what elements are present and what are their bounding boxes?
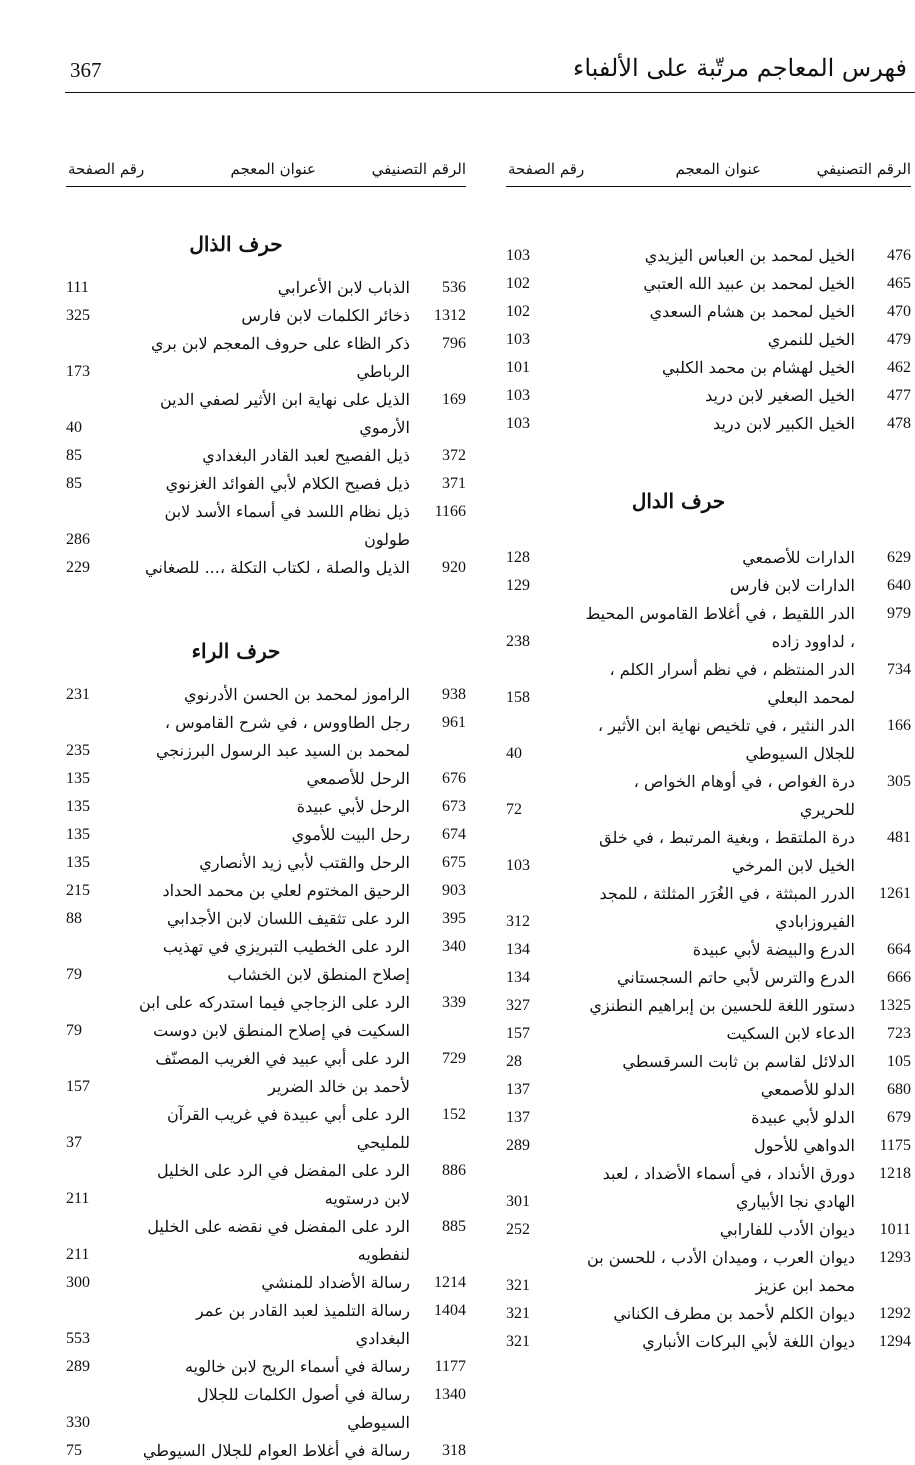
index-entry [66,793,466,821]
entry-page-number: 289 [66,1358,90,1375]
entry-title: الرحل والقتب لأبي زيد الأنصاري [199,853,410,872]
index-entry [506,1048,911,1076]
entry-title: الخيل الصغير لابن دريد [705,386,855,405]
entry-class-number: 476 [887,247,911,264]
entry-class-number: 1218 [879,1165,911,1182]
entry-page-number: 211 [66,1246,90,1263]
index-entry [66,498,466,554]
entry-class-number: 479 [887,331,911,348]
entry-page-number: 103 [506,415,530,432]
entry-title: الرد على المفضل في نقضه على الخليل لنفطويه [147,1217,410,1264]
entry-class-number: 674 [442,826,466,843]
entry-title: الدلو لأبي عبيدة [751,1108,855,1127]
index-entry [66,1269,466,1297]
entry-page-number: 128 [506,549,530,566]
header-rule [65,92,915,93]
index-entry [66,1045,466,1101]
entry-page-number: 229 [66,559,90,576]
entry-title: الدر النثير ، في تلخيص نهاية ابن الأثير ، للجلال السيوطي [597,716,855,763]
index-entry [66,1437,466,1465]
entry-class-number: 1175 [879,1137,911,1154]
index-entry [66,470,466,498]
right-main-entries [506,544,911,1356]
entry-page-number: 235 [66,742,90,759]
index-entry [66,274,466,302]
entry-class-number: 318 [442,1442,466,1459]
title-heading: عنوان المعجم [230,160,316,178]
entry-title: دستور اللغة للحسين بن إبراهيم النطنزي [589,996,855,1015]
entry-class-number: 979 [887,605,911,622]
entry-page-number: 252 [506,1221,530,1238]
entry-title: الدر المنتظم ، في نظم أسرار الكلم ، لمحمد البعلي [609,660,855,707]
entry-page-number: 238 [506,633,530,650]
entry-class-number: 536 [442,279,466,296]
entry-title: درة الملتقط ، وبغية المرتبط ، في خلق الخيل لابن المرخي [599,828,855,875]
entry-page-number: 135 [66,770,90,787]
index-entry [66,1157,466,1213]
left-section2-entries [66,681,466,1465]
entry-title: دورق الأنداد ، في أسماء الأضداد ، لعبد الهادي نجا الأبياري [602,1164,855,1211]
entry-title: الرد على تثقيف اللسان لابن الأجدابي [166,909,410,928]
entry-class-number: 1293 [879,1249,911,1266]
entry-page-number: 37 [66,1134,82,1151]
entry-class-number: 666 [887,969,911,986]
index-entry [506,1132,911,1160]
entry-title: الدلو للأصمعي [760,1080,855,1099]
index-entry [66,386,466,442]
entry-class-number: 886 [442,1162,466,1179]
entry-page-number: 211 [66,1190,90,1207]
entry-title: رحل البيت للأموي [291,825,410,844]
entry-page-number: 40 [66,419,82,436]
entry-class-number: 629 [887,549,911,566]
index-entry [506,544,911,572]
entry-class-number: 734 [887,661,911,678]
class-number-heading: الرقم التصنيفي [371,160,466,178]
entry-class-number: 1404 [434,1302,466,1319]
entry-title: الرد على أبي عبيد في الغريب المصنّف لأحمد بن خالد الضرير [155,1049,410,1096]
entry-title: ذخائر الكلمات لابن فارس [241,306,410,325]
entry-class-number: 938 [442,686,466,703]
index-entry [66,1101,466,1157]
entry-page-number: 312 [506,913,530,930]
entry-class-number: 1011 [879,1221,911,1238]
entry-title: الدر اللقيط ، في أغلاط القاموس المحيط ، لداوود زاده [585,604,855,651]
entry-page-number: 321 [506,1333,530,1350]
entry-class-number: 1177 [434,1358,466,1375]
entry-title: رسالة في أصول الكلمات للجلال السيوطي [196,1385,410,1432]
section-title-dal: حرف الدال [631,489,726,513]
index-entry [66,1213,466,1269]
entry-page-number: 88 [66,910,82,927]
entry-page-number: 103 [506,387,530,404]
entry-class-number: 796 [442,335,466,352]
entry-page-number: 134 [506,941,530,958]
index-entry [506,410,911,438]
entry-title: رسالة الأضداد للمنشي [261,1273,410,1292]
entry-class-number: 1292 [879,1305,911,1322]
entry-class-number: 723 [887,1025,911,1042]
entry-class-number: 166 [887,717,911,734]
index-entry [66,709,466,765]
index-entry [506,992,911,1020]
entry-title: الخيل الكبير لابن دريد [713,414,855,433]
entry-page-number: 101 [506,359,530,376]
index-entry [506,656,911,712]
page-number-heading: رقم الصفحة [508,160,585,178]
entry-title: الدلائل لقاسم بن ثابت السرقسطي [622,1052,855,1071]
entry-title: الخيل للنمري [767,330,855,349]
entry-class-number: 640 [887,577,911,594]
entry-title: ديوان العرب ، وميدان الأدب ، للحسن بن محمد ابن عزيز [587,1248,855,1295]
entry-page-number: 134 [506,969,530,986]
left-column [66,156,466,1465]
entry-class-number: 676 [442,770,466,787]
index-entry [506,298,911,326]
entry-class-number: 105 [887,1053,911,1070]
entry-page-number: 137 [506,1081,530,1098]
entry-page-number: 157 [506,1025,530,1042]
entry-page-number: 85 [66,475,82,492]
title-heading: عنوان المعجم [675,160,761,178]
right-column-header [506,156,911,187]
entry-page-number: 289 [506,1137,530,1154]
entry-class-number: 1214 [434,1274,466,1291]
entry-page-number: 286 [66,531,90,548]
entry-page-number: 321 [506,1305,530,1322]
index-entry [66,302,466,330]
entry-page-number: 330 [66,1414,90,1431]
index-entry [66,765,466,793]
entry-page-number: 231 [66,686,90,703]
entry-class-number: 481 [887,829,911,846]
entry-page-number: 102 [506,303,530,320]
entry-title: ذكر الظاء على حروف المعجم لابن بري الرباطي [151,334,410,381]
entry-class-number: 305 [887,773,911,790]
entry-page-number: 321 [506,1277,530,1294]
entry-class-number: 679 [887,1109,911,1126]
index-entry [506,936,911,964]
entry-title: الخيل لمحمد بن العباس اليزيدي [644,246,855,265]
entry-class-number: 339 [442,994,466,1011]
index-entry [66,933,466,989]
entry-page-number: 72 [506,801,522,818]
right-top-entries [506,242,911,438]
entry-page-number: 215 [66,882,90,899]
entry-class-number: 903 [442,882,466,899]
index-entry [506,1076,911,1104]
index-entry [506,880,911,936]
section-title-dhal: حرف الذال [189,232,283,256]
entry-page-number: 111 [66,279,89,296]
entry-title: الدرع والبيضة لأبي عبيدة [692,940,855,959]
page-title: فهرس المعاجم مرتّبة على الألفباء [573,54,907,82]
entry-title: الخيل لمحمد بن هشام السعدي [649,302,855,321]
entry-title: الرد على الزجاجي فيما استدركه على ابن السكيت في إصلاح المنطق لابن دوست [139,993,410,1040]
index-entry [506,382,911,410]
index-entry [506,964,911,992]
entry-title: ذيل فصيح الكلام لأبي الفوائد الغزنوي [165,474,410,493]
entry-class-number: 961 [442,714,466,731]
entry-class-number: 465 [887,275,911,292]
entry-page-number: 103 [506,247,530,264]
entry-title: درة الغواص ، في أوهام الخواص ، للحريري [633,772,855,819]
entry-title: الخيل لمحمد بن عبيد الله العتبي [643,274,855,293]
entry-title: الرحل لأبي عبيدة [296,797,410,816]
entry-page-number: 301 [506,1193,530,1210]
index-entry [506,824,911,880]
entry-page-number: 103 [506,857,530,874]
entry-title: الرحيق المختوم لعلي بن محمد الحداد [162,881,410,900]
entry-title: الرد على المفضل في الرد على الخليل لابن درستويه [157,1161,410,1208]
entry-page-number: 102 [506,275,530,292]
entry-page-number: 79 [66,966,82,983]
entry-class-number: 371 [442,475,466,492]
entry-title: الدارات للأصمعي [742,548,855,567]
section-title-ra: حرف الراء [191,639,281,663]
entry-class-number: 372 [442,447,466,464]
index-entry [506,712,911,768]
class-number-heading: الرقم التصنيفي [816,160,911,178]
entry-class-number: 680 [887,1081,911,1098]
index-entry [66,1381,466,1437]
left-column-header [66,156,466,187]
entry-class-number: 169 [442,391,466,408]
entry-class-number: 1166 [434,503,466,520]
entry-title: الدرع والترس لأبي حاتم السجستاني [616,968,855,987]
entry-class-number: 462 [887,359,911,376]
index-entry [506,600,911,656]
entry-title: ديوان الأدب للفارابي [719,1220,855,1239]
page-number-heading: رقم الصفحة [68,160,145,178]
entry-class-number: 729 [442,1050,466,1067]
entry-class-number: 675 [442,854,466,871]
entry-class-number: 1261 [879,885,911,902]
entry-title: الرد على الخطيب التبريزي في تهذيب إصلاح المنطق لابن الخشاب [162,937,410,984]
entry-page-number: 135 [66,854,90,871]
index-entry [66,1353,466,1381]
index-entry [506,242,911,270]
entry-title: ديوان اللغة لأبي البركات الأنباري [642,1332,855,1351]
entry-page-number: 157 [66,1078,90,1095]
index-entry [506,1244,911,1300]
entry-page-number: 129 [506,577,530,594]
entry-page-number: 75 [66,1442,82,1459]
entry-page-number: 85 [66,447,82,464]
index-entry [66,330,466,386]
index-entry [506,1020,911,1048]
entry-page-number: 135 [66,826,90,843]
entry-page-number: 28 [506,1053,522,1070]
entry-title: الدرر المبثثة ، في الغُرَر المثلثة ، للمجد الفيروزابادي [599,884,855,931]
index-entry [66,1297,466,1353]
page-number: 367 [70,58,102,82]
entry-title: رجل الطاووس ، في شرح القاموس ، لمحمد بن السيد عبد الرسول البرزنجي [155,713,410,760]
entry-class-number: 885 [442,1218,466,1235]
entry-page-number: 103 [506,331,530,348]
left-section1-entries [66,274,466,582]
entry-page-number: 135 [66,798,90,815]
entry-class-number: 920 [442,559,466,576]
index-entry [506,1328,911,1356]
entry-title: الدواهي للأحول [754,1136,855,1155]
entry-page-number: 300 [66,1274,90,1291]
right-column [506,156,911,1356]
index-entry [506,572,911,600]
entry-class-number: 1294 [879,1333,911,1350]
entry-class-number: 1325 [879,997,911,1014]
entry-page-number: 327 [506,997,530,1014]
entry-title: الدعاء لابن السكيت [726,1024,855,1043]
entry-class-number: 152 [442,1106,466,1123]
entry-page-number: 137 [506,1109,530,1126]
index-entry [66,989,466,1045]
entry-title: الذيل والصلة ، لكتاب التكلة ،... للصغاني [145,558,410,577]
entry-page-number: 553 [66,1330,90,1347]
entry-class-number: 340 [442,938,466,955]
entry-title: الرحل للأصمعي [306,769,410,788]
entry-page-number: 158 [506,689,530,706]
entry-title: الخيل لهشام بن محمد الكلبي [661,358,855,377]
entry-class-number: 1312 [434,307,466,324]
entry-title: رسالة في أغلاط العوام للجلال السيوطي [142,1441,410,1460]
index-entry [66,905,466,933]
index-entry [506,1160,911,1216]
index-entry [506,768,911,824]
entry-class-number: 673 [442,798,466,815]
entry-title: الذباب لابن الأعرابي [277,278,410,297]
index-entry [506,354,911,382]
entry-title: رسالة في أسماء الريح لابن خالويه [185,1357,410,1376]
entry-class-number: 470 [887,303,911,320]
entry-class-number: 1340 [434,1386,466,1403]
index-entry [506,1300,911,1328]
entry-class-number: 395 [442,910,466,927]
index-entry [66,849,466,877]
entry-title: الدارات لابن فارس [729,576,855,595]
index-entry [506,326,911,354]
index-entry [506,1216,911,1244]
entry-class-number: 478 [887,415,911,432]
entry-title: ذيل الفصيح لعبد القادر البغدادي [202,446,410,465]
entry-page-number: 40 [506,745,522,762]
entry-page-number: 173 [66,363,90,380]
entry-title: رسالة التلميذ لعبد القادر بن عمر البغدادي [195,1301,410,1348]
index-entry [66,821,466,849]
entry-title: الراموز لمحمد بن الحسن الأدرنوي [184,685,410,704]
index-entry [66,681,466,709]
index-entry [506,1104,911,1132]
entry-title: الذيل على نهاية ابن الأثير لصفي الدين الأرموي [159,390,410,437]
entry-title: ديوان الكلم لأحمد بن مطرف الكناني [613,1304,855,1323]
entry-class-number: 664 [887,941,911,958]
index-entry [66,442,466,470]
entry-title: الرد على أبي عبيدة في غريب القرآن للمليحي [167,1105,410,1152]
index-entry [66,877,466,905]
entry-title: ذيل نظام اللسد في أسماء الأسد لابن طولون [164,502,410,549]
index-entry [66,554,466,582]
index-entry [506,270,911,298]
entry-page-number: 79 [66,1022,82,1039]
entry-page-number: 325 [66,307,90,324]
entry-class-number: 477 [887,387,911,404]
